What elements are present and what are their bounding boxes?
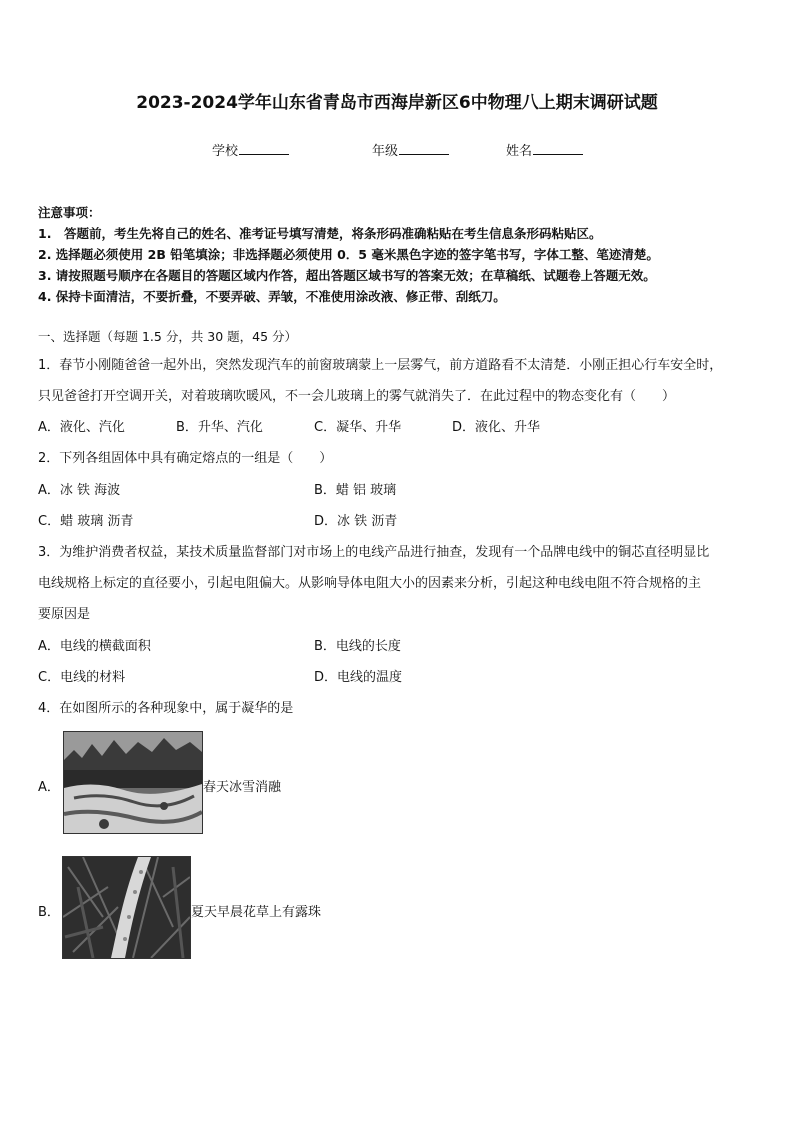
grade-blank[interactable] (399, 142, 449, 155)
question-3-text: 3．为维护消费者权益，某技术质量监督部门对市场上的电线产品进行抽查，发现有一个品牌电线中的铜芯直径明显比 (38, 545, 710, 560)
question-4-option-a-label[interactable]: A． (38, 780, 60, 795)
question-1-text: 1．春节小刚随爸爸一起外出，突然发现汽车的前窗玻璃蒙上一层雾气，前方道路看不太清楚．小刚正担心行车安全时， (38, 358, 723, 373)
question-2-option-b[interactable]: B．蜡 铝 玻璃 (314, 483, 397, 498)
question-4-option-b-label[interactable]: B． (38, 905, 60, 920)
melting-snow-image (64, 732, 202, 833)
note-item: 1. 答题前，考生先将自己的姓名、准考证号填写清楚，将条形码准确粘贴在考生信息条形码粘贴区。 (38, 226, 602, 241)
grade-label: 年级 (372, 144, 399, 159)
question-1-text: 只见爸爸打开空调开关，对着玻璃吹暖风，不一会儿玻璃上的雾气就消失了．在此过程中的物态变化有（ ） (38, 389, 676, 404)
school-field (212, 140, 289, 159)
question-2-option-a[interactable]: A．冰 铁 海波 (38, 483, 121, 498)
question-2-option-c[interactable]: C．蜡 玻璃 沥青 (38, 514, 134, 529)
note-item: 3. 请按照题号顺序在各题目的答题区域内作答，超出答题区域书写的答案无效；在草稿纸、试题卷上答题无效。 (38, 268, 656, 283)
school-blank[interactable] (239, 142, 289, 155)
question-3-option-a[interactable]: A．电线的横截面积 (38, 639, 151, 654)
question-2-option-d[interactable]: D．冰 铁 沥青 (314, 514, 398, 529)
notes-title: 注意事项： (38, 205, 101, 220)
note-item: 4. 保持卡面清洁，不要折叠，不要弄破、弄皱，不准使用涂改液、修正带、刮纸刀。 (38, 289, 506, 304)
note-item: 2. 选择题必须使用 2B 铅笔填涂；非选择题必须使用 0．5 毫米黑色字迹的签字笔书写，字体工整、笔迹清楚。 (38, 247, 659, 262)
question-3-text: 要原因是 (38, 607, 91, 622)
question-1-option-d[interactable]: D．液化、升华 (452, 420, 541, 435)
school-label: 学校 (212, 144, 239, 159)
name-blank[interactable] (533, 142, 583, 155)
question-4-option-a-caption: 春天冰雪消融 (203, 780, 282, 795)
page-title: 2023-2024学年山东省青岛市西海岸新区6中物理八上期末调研试题 (136, 93, 658, 113)
name-field (506, 140, 583, 159)
question-3-option-d[interactable]: D．电线的温度 (314, 670, 403, 685)
question-4-text: 4．在如图所示的各种现象中，属于凝华的是 (38, 701, 294, 716)
dew-grass-image (63, 857, 190, 958)
question-3-text: 电线规格上标定的直径要小，引起电阻偏大。从影响导体电阻大小的因素来分析，引起这种电线电阻不符合规格的主 (38, 576, 702, 591)
question-4-option-b-caption: 夏天早晨花草上有露珠 (191, 905, 322, 920)
question-1-option-b[interactable]: B．升华、汽化 (176, 420, 263, 435)
question-1-option-a[interactable]: A．液化、汽化 (38, 420, 125, 435)
question-3-option-c[interactable]: C．电线的材料 (38, 670, 126, 685)
question-2-text: 2．下列各组固体中具有确定熔点的一组是（ ） (38, 451, 333, 466)
melting-snow-photo (63, 731, 203, 834)
grade-field (372, 140, 449, 159)
name-label: 姓名 (506, 144, 533, 159)
question-3-option-b[interactable]: B．电线的长度 (314, 639, 401, 654)
dew-grass-photo (62, 856, 191, 959)
question-1-option-c[interactable]: C．凝华、升华 (314, 420, 402, 435)
section-heading: 一、选择题（每题 1.5 分，共 30 题，45 分） (38, 329, 298, 344)
